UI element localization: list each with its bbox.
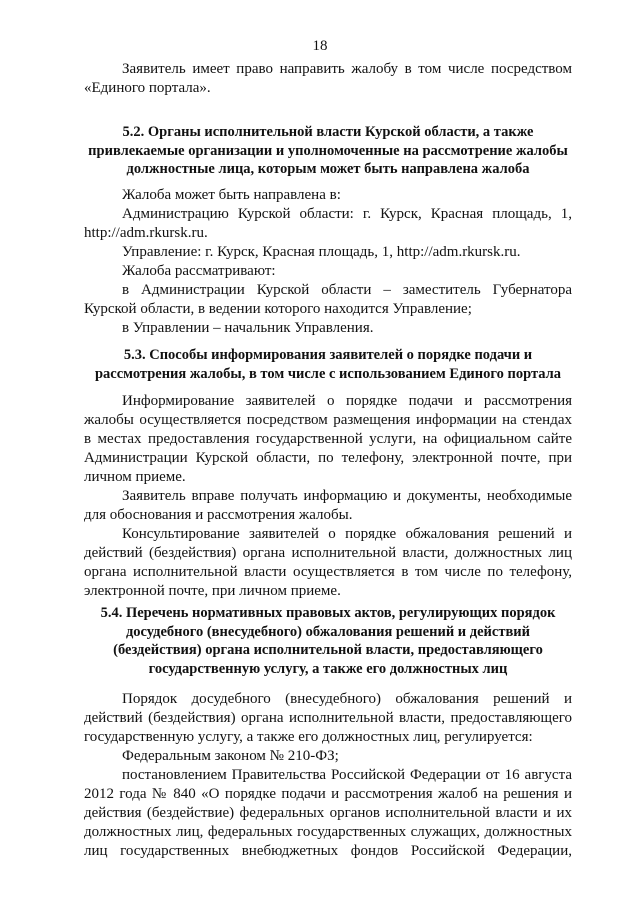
s52-paragraph-4: Жалоба рассматривают: xyxy=(122,263,276,279)
section-5-3-body xyxy=(84,392,572,601)
s54-paragraph-2: Федеральным законом № 210-ФЗ; xyxy=(122,748,339,764)
section-5-2-body xyxy=(84,186,572,338)
section-5-2-heading: 5.2. Органы исполнительной власти Курской области, а также привлекаемые организации и уполномоченные на рассмотрение жалобы должностные лица, которым может быть направлена жалоба xyxy=(88,124,568,177)
s53-paragraph-1: Информирование заявителей о порядке подачи и рассмотрения жалобы осуществляется посредством размещения информации на стендах в местах предоставления государственной услуги, на официальном сайте Администрации Курской области, по телефону, электронной почте, при личном приеме. xyxy=(84,393,572,485)
intro-paragraph: Заявитель имеет право направить жалобу в том числе посредством «Единого портала». xyxy=(84,61,572,96)
s52-paragraph-6: в Управлении – начальник Управления. xyxy=(122,320,374,336)
page-number: 18 xyxy=(312,38,328,54)
s54-paragraph-3: постановлением Правительства Российской Федерации от 16 августа 2012 года № 840 «О порядке подачи и рассмотрения жалоб на решения и действия (бездействие) федеральных органов исполнительной власти и их должностных лиц, федеральных государственных служащих, должностных лиц государственных внебюджетных фондов Российской Федерации, xyxy=(84,767,572,859)
section-5-3-heading: 5.3. Способы информирования заявителей о порядке подачи и рассмотрения жалобы, в том числе с использованием Единого портала xyxy=(94,347,562,382)
s53-paragraph-2: Заявитель вправе получать информацию и документы, необходимые для обоснования и рассмотрения жалобы. xyxy=(84,488,572,523)
s52-paragraph-3: Управление: г. Курск, Красная площадь, 1, http://adm.rkursk.ru. xyxy=(122,244,521,260)
s52-paragraph-1: Жалоба может быть направлена в: xyxy=(122,187,341,203)
s52-paragraph-5: в Администрации Курской области – заместитель Губернатора Курской области, в ведении которого находится Управление; xyxy=(84,282,572,317)
section-5-4-heading: 5.4. Перечень нормативных правовых актов, регулирующих порядок досудебного (внесудебного) обжалования решений и действий (бездействия) органа исполнительной власти, предоставляющего государственную услугу, а также его должностных лиц xyxy=(100,605,556,677)
s54-paragraph-1: Порядок досудебного (внесудебного) обжалования решений и действий (бездействия) органа исполнительной власти, предоставляющего государственную услугу, а также его должностных лиц, регулируется: xyxy=(84,691,572,745)
section-5-4-body xyxy=(84,690,572,861)
s52-paragraph-2: Администрацию Курской области: г. Курск, Красная площадь, 1, http://adm.rkursk.ru. xyxy=(84,206,572,241)
s53-paragraph-3: Консультирование заявителей о порядке обжалования решений и действий (бездействия) органа исполнительной власти, должностных лиц органа исполнительной власти осуществляется в том числе по телефону, электронной почте, при личном приеме. xyxy=(84,526,572,599)
